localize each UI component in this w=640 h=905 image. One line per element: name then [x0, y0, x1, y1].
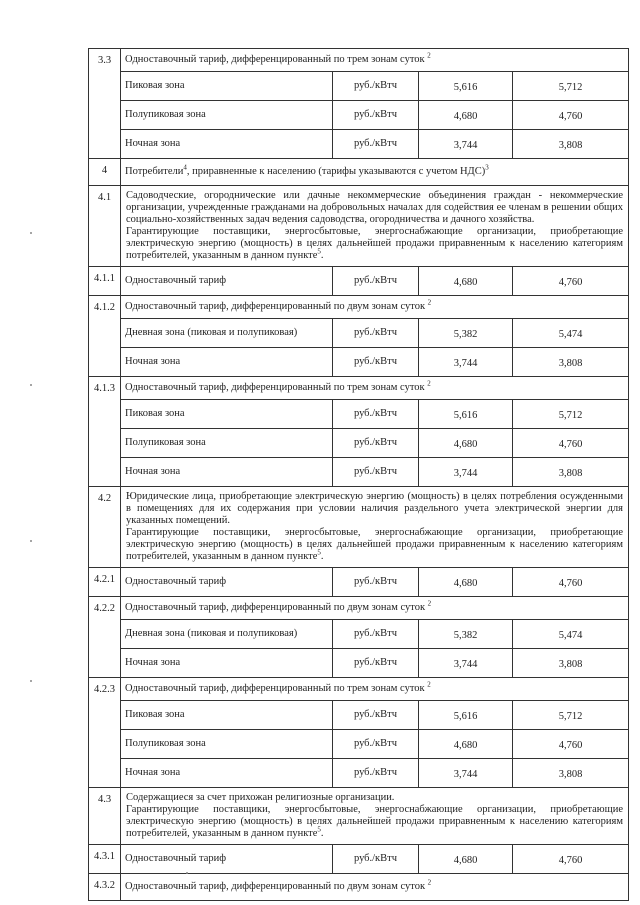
- table-row: [89, 845, 629, 874]
- value-cell-1: 3,744: [419, 348, 513, 377]
- table-row: [89, 620, 629, 649]
- unit-cell: руб./кВтч: [333, 101, 419, 130]
- table-row: [89, 678, 629, 701]
- tariff-table: [88, 48, 629, 901]
- zone-label: Ночная зона: [121, 649, 333, 678]
- row-number: 4.3.1: [89, 845, 121, 874]
- scan-speck: [30, 384, 32, 386]
- table-row: [89, 874, 629, 901]
- table-row: [89, 458, 629, 487]
- scan-speck: [30, 680, 32, 682]
- value-cell-2: 4,760: [513, 568, 629, 597]
- value-cell-2: 3,808: [513, 759, 629, 788]
- row-number: 3.3: [89, 49, 121, 159]
- table-row: [89, 130, 629, 159]
- unit-cell: руб./кВтч: [333, 400, 419, 429]
- value-cell-1: 5,616: [419, 701, 513, 730]
- table-row: [89, 159, 629, 186]
- value-cell-2: 3,808: [513, 649, 629, 678]
- zone-label: Дневная зона (пиковая и полупиковая): [121, 319, 333, 348]
- unit-cell: руб./кВтч: [333, 348, 419, 377]
- row-number: 4.3.2: [89, 874, 121, 901]
- value-cell-1: 4,680: [419, 730, 513, 759]
- unit-cell: руб./кВтч: [333, 319, 419, 348]
- value-cell-1: 3,744: [419, 458, 513, 487]
- tariff-label: Одноставочный тариф: [121, 845, 333, 874]
- value-cell-1: 4,680: [419, 101, 513, 130]
- zone-label: Полупиковая зона: [121, 730, 333, 759]
- table-row: [89, 597, 629, 620]
- zone-label: Пиковая зона: [121, 701, 333, 730]
- table-row: [89, 400, 629, 429]
- value-cell-1: 4,680: [419, 267, 513, 296]
- table-row: [89, 701, 629, 730]
- tariff-label: Одноставочный тариф: [121, 267, 333, 296]
- unit-cell: руб./кВтч: [333, 649, 419, 678]
- table-row: [89, 568, 629, 597]
- row-number: 4.2.2: [89, 597, 121, 678]
- unit-cell: руб./кВтч: [333, 130, 419, 159]
- row-number: 4.1.2: [89, 296, 121, 377]
- value-cell-1: 3,744: [419, 130, 513, 159]
- value-cell-2: 5,474: [513, 319, 629, 348]
- value-cell-2: 4,760: [513, 101, 629, 130]
- unit-cell: руб./кВтч: [333, 72, 419, 101]
- value-cell-2: 5,712: [513, 701, 629, 730]
- table-row: [89, 759, 629, 788]
- scan-speck: [186, 872, 188, 874]
- value-cell-1: 3,744: [419, 649, 513, 678]
- zone-label: Пиковая зона: [121, 72, 333, 101]
- zone-label: Пиковая зона: [121, 400, 333, 429]
- table-row: [89, 730, 629, 759]
- value-cell-1: 5,382: [419, 620, 513, 649]
- table-row: [89, 49, 629, 72]
- zone-label: Ночная зона: [121, 348, 333, 377]
- value-cell-2: 3,808: [513, 458, 629, 487]
- row-title: Одноставочный тариф, дифференцированный по трем зонам суток $^2$: [121, 49, 629, 72]
- table-row: [89, 267, 629, 296]
- value-cell-1: 5,616: [419, 72, 513, 101]
- table-row: [89, 319, 629, 348]
- zone-label: Ночная зона: [121, 759, 333, 788]
- row-number: 4.3: [89, 788, 121, 845]
- value-cell-2: 4,760: [513, 845, 629, 874]
- value-cell-2: 3,808: [513, 130, 629, 159]
- table-row: [89, 296, 629, 319]
- row-title: Одноставочный тариф, дифференцированный по трем зонам суток $^2$: [121, 377, 629, 400]
- zone-label: Ночная зона: [121, 130, 333, 159]
- value-cell-2: 3,808: [513, 348, 629, 377]
- unit-cell: руб./кВтч: [333, 620, 419, 649]
- value-cell-1: 5,616: [419, 400, 513, 429]
- unit-cell: руб./кВтч: [333, 429, 419, 458]
- category-description: Юридические лица, приобретающие электрическую энергию (мощность) в целях потребления осужденными в помещениях для их содержания при условии наличия раздельного учета электрической энергии для указанных помещений. Гарантирующие поставщики, энергосбытовые, энергоснабжающие организации, приобретающие электрическую энергию (мощность) в целях дальнейшей продажи приравненным к населению категориям потребителей, указанным в данном пункте$^5$.: [121, 487, 629, 568]
- zone-label: Дневная зона (пиковая и полупиковая): [121, 620, 333, 649]
- value-cell-2: 4,760: [513, 429, 629, 458]
- value-cell-2: 4,760: [513, 730, 629, 759]
- row-title: Одноставочный тариф, дифференцированный по двум зонам суток $^2$: [121, 296, 629, 319]
- zone-label: Ночная зона: [121, 458, 333, 487]
- zone-label: Полупиковая зона: [121, 429, 333, 458]
- tariff-label: Одноставочный тариф: [121, 568, 333, 597]
- table-row: [89, 649, 629, 678]
- table-row: [89, 487, 629, 568]
- table-row: [89, 377, 629, 400]
- category-description: Садоводческие, огороднические или дачные некоммерческие объединения граждан - некоммерческие организации, учрежденные гражданами на добровольных началах для содействия ее членам в решении общих социально-хозяйственных задач ведения садоводства, огородничества и дачного хозяйства. Гарантирующие поставщики, энергосбытовые, энергоснабжающие организации, приобретающие электрическую энергию (мощность) в целях дальнейшей продажи приравненным к населению категориям потребителей, указанным в данном пункте$^5$.: [121, 186, 629, 267]
- scan-speck: [30, 232, 32, 234]
- value-cell-2: 5,474: [513, 620, 629, 649]
- row-number: 4.1: [89, 186, 121, 267]
- category-description: Содержащиеся за счет прихожан религиозные организации. Гарантирующие поставщики, энергосбытовые, энергоснабжающие организации, приобретающие электрическую энергию (мощность) в целях дальнейшей продажи приравненным к населению категориям потребителей, указанным в данном пункте$^5$.: [121, 788, 629, 845]
- value-cell-1: 4,680: [419, 845, 513, 874]
- row-title: Потребители$^4$, приравненные к населению (тарифы указываются с учетом НДС)$^3$: [121, 159, 629, 186]
- table-row: [89, 788, 629, 845]
- unit-cell: руб./кВтч: [333, 845, 419, 874]
- table-row: [89, 348, 629, 377]
- row-number: 4.2.1: [89, 568, 121, 597]
- value-cell-2: 5,712: [513, 72, 629, 101]
- unit-cell: руб./кВтч: [333, 759, 419, 788]
- unit-cell: руб./кВтч: [333, 568, 419, 597]
- unit-cell: руб./кВтч: [333, 458, 419, 487]
- value-cell-2: 5,712: [513, 400, 629, 429]
- value-cell-1: 3,744: [419, 759, 513, 788]
- table-row: [89, 72, 629, 101]
- value-cell-1: 5,382: [419, 319, 513, 348]
- row-title: Одноставочный тариф, дифференцированный по двум зонам суток $^2$: [121, 874, 629, 901]
- value-cell-1: 4,680: [419, 568, 513, 597]
- row-number: 4.1.1: [89, 267, 121, 296]
- unit-cell: руб./кВтч: [333, 730, 419, 759]
- row-number: 4.2: [89, 487, 121, 568]
- unit-cell: руб./кВтч: [333, 701, 419, 730]
- table-row: [89, 101, 629, 130]
- value-cell-2: 4,760: [513, 267, 629, 296]
- row-number: 4.1.3: [89, 377, 121, 487]
- row-title: Одноставочный тариф, дифференцированный по трем зонам суток $^2$: [121, 678, 629, 701]
- unit-cell: руб./кВтч: [333, 267, 419, 296]
- row-title: Одноставочный тариф, дифференцированный по двум зонам суток $^2$: [121, 597, 629, 620]
- table-row: [89, 429, 629, 458]
- row-number: 4.2.3: [89, 678, 121, 788]
- row-number: 4: [89, 159, 121, 186]
- value-cell-1: 4,680: [419, 429, 513, 458]
- scan-speck: [30, 540, 32, 542]
- table-row: [89, 186, 629, 267]
- zone-label: Полупиковая зона: [121, 101, 333, 130]
